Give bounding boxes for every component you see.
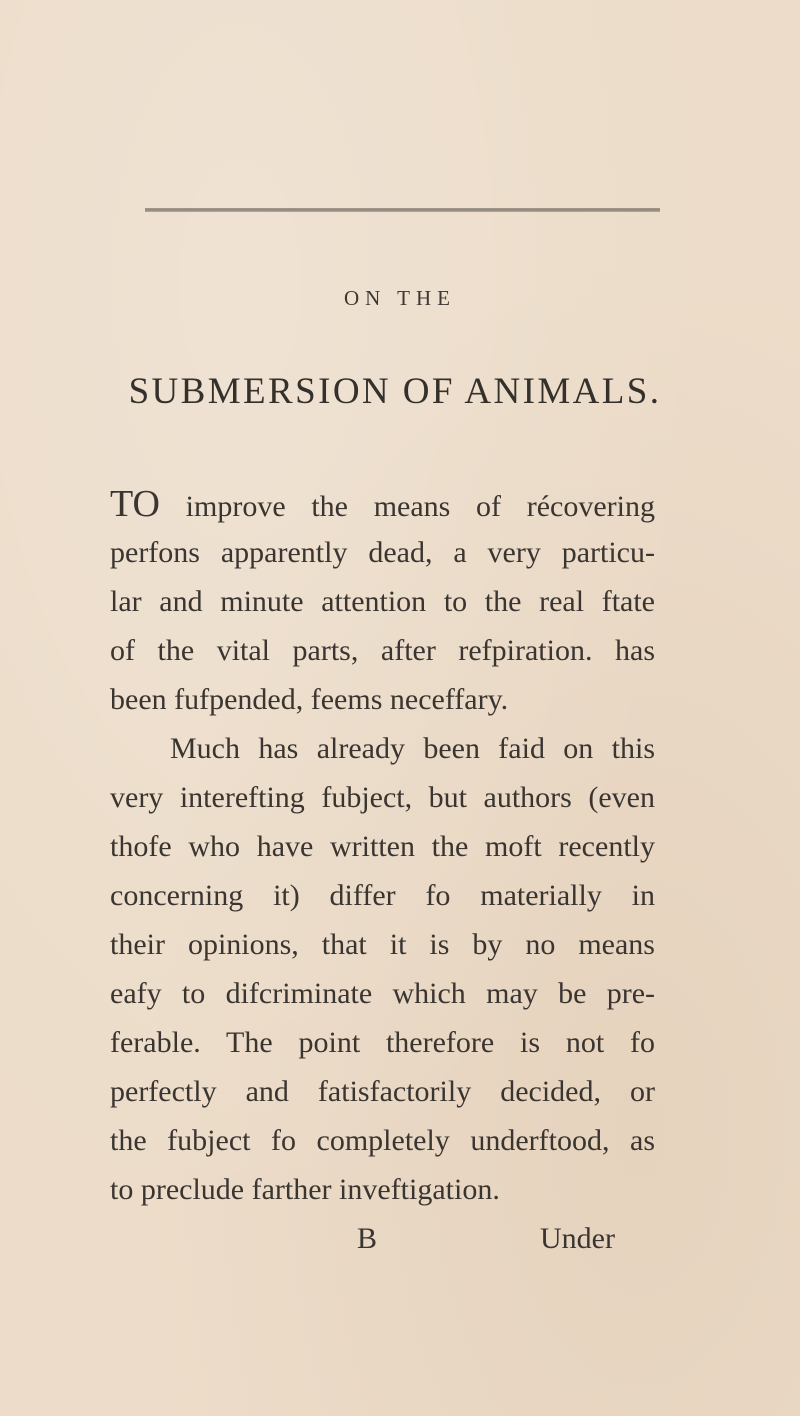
half-title: ON THE (343, 286, 457, 310)
text-line: lar and minute attention to the real ftate (110, 585, 655, 618)
signature-mark: B (357, 1222, 378, 1255)
text-line: the fubject fo completely underftood, as (110, 1124, 655, 1157)
text-line: perfectly and fatisfactorily decided, or (110, 1075, 655, 1108)
catchword: Under (540, 1222, 615, 1255)
text-line: to preclude farther inveftigation. (110, 1173, 500, 1206)
text-line: very interefting fubject, but authors (even (110, 781, 655, 814)
text-line: their opinions, that it is by no means (110, 928, 655, 961)
text-line: Much has already been faid on this (170, 732, 655, 765)
drop-cap: TO (110, 483, 160, 525)
text-line (110, 484, 655, 527)
text-line: thofe who have written the moft recently (110, 830, 655, 863)
chapter-title: SUBMERSION OF ANIMALS. (128, 371, 662, 412)
text-line: eafy to difcriminate which may be pre- (110, 977, 655, 1010)
text-line: perfons apparently dead, a very particu- (110, 536, 655, 569)
text-line: ferable. The point therefore is not fo (110, 1026, 655, 1059)
text-line: of the vital parts, after refpiration. has (110, 634, 655, 667)
text-line-rest: improve the means of récovering (159, 490, 655, 523)
text-line: been fufpended, feems neceffary. (110, 683, 509, 716)
text-line: concerning it) differ fo materially in (110, 879, 655, 912)
